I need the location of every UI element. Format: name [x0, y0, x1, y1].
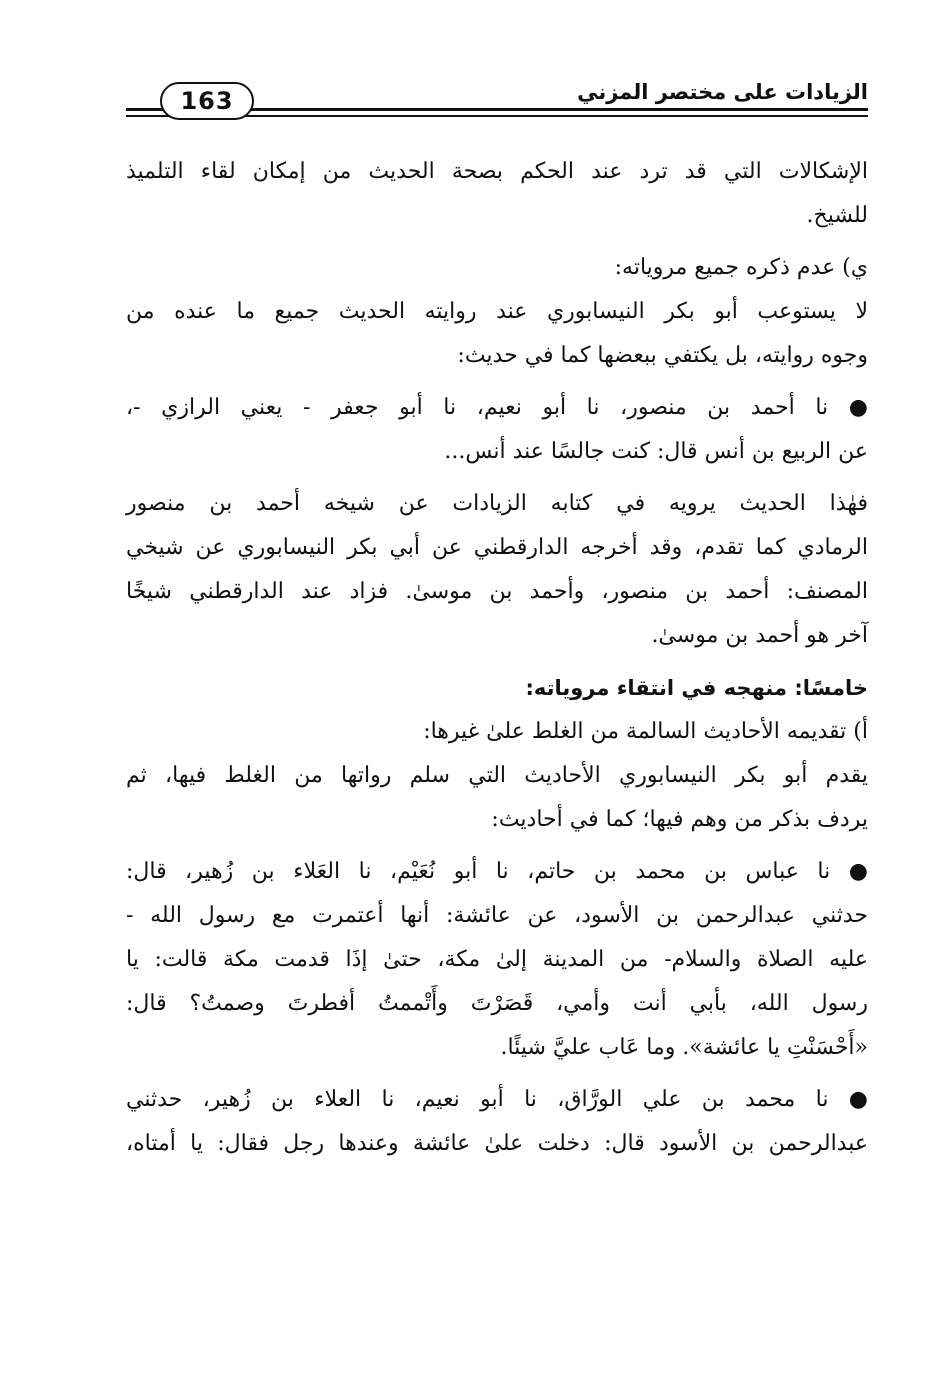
text-line: عن الربيع بن أنس قال: كنت جالسًا عند أنس... [444, 439, 868, 464]
paragraph-gap [126, 842, 868, 850]
text-line: ● نا عباس بن محمد بن حاتم، نا أبو نُعَيْم، نا العَلاء بن زُهير، قال: [126, 859, 868, 884]
text-line: حدثني عبدالرحمن بن الأسود، عن عائشة: أنها أعتمرت مع رسول الله - [126, 903, 868, 928]
paragraph-gap [126, 378, 868, 386]
text-line: يقدم أبو بكر النيسابوري الأحاديث التي سلم رواتها من الغلط فيها، ثم [126, 763, 868, 788]
page-number: 163 [180, 87, 234, 115]
text-line: للشيخ. [806, 203, 868, 228]
text-line: الرمادي كما تقدم، وقد أخرجه الدارقطني عن أبي بكر النيسابوري عن شيخي [126, 535, 868, 560]
body-text [126, 150, 868, 1166]
paragraph-gap [126, 238, 868, 246]
text-line: ● نا محمد بن علي الورَّاق، نا أبو نعيم، نا العلاء بن زُهير، حدثني [126, 1087, 868, 1112]
text-line: عبدالرحمن بن الأسود قال: دخلت علىٰ عائشة وعندها رجل فقال: يا أمتاه، [126, 1131, 868, 1156]
text-line: فهٰذا الحديث يرويه في كتابه الزيادات عن شيخه أحمد بن منصور [126, 491, 868, 516]
text-line: المصنف: أحمد بن منصور، وأحمد بن موسىٰ. فزاد عند الدارقطني شيخًا [126, 579, 868, 604]
section-heading: خامسًا: منهجه في انتقاء مروياته: [525, 676, 868, 700]
text-line: أ) تقديمه الأحاديث السالمة من الغلط علىٰ غيرها: [423, 719, 868, 744]
page-number-box [160, 82, 254, 120]
text-line: ● نا أحمد بن منصور، نا أبو نعيم، نا أبو جعفر - يعني الرازي -، [126, 395, 868, 420]
text-line: رسول الله، بأبي أنت وأمي، قَصَرْتَ وأَتْممتُ أفطرتَ وصمتُ؟ قال: [126, 991, 868, 1016]
running-title: الزيادات على مختصر المزني [569, 80, 868, 104]
paragraph-gap [126, 474, 868, 482]
text-line: لا يستوعب أبو بكر النيسابوري عند روايته الحديث جميع ما عنده من [126, 299, 868, 324]
text-line: وجوه روايته، بل يكتفي ببعضها كما في حديث: [457, 343, 868, 368]
paragraph-gap [126, 658, 868, 666]
text-line: يردف بذكر من وهم فيها؛ كما في أحاديث: [491, 807, 868, 832]
text-line: عليه الصلاة والسلام- من المدينة إلىٰ مكة، حتىٰ إذَا قدمت مكة قالت: يا [126, 947, 868, 972]
paragraph-gap [126, 1070, 868, 1078]
running-header [126, 74, 868, 124]
text-line: الإشكالات التي قد ترد عند الحكم بصحة الحديث من إمكان لقاء التلميذ [126, 159, 868, 184]
text-line: ي) عدم ذكره جميع مروياته: [614, 255, 868, 280]
text-line: آخر هو أحمد بن موسىٰ. [651, 623, 868, 648]
text-line: «أَحْسَنْتِ يا عائشة». وما عَاب عليَّ شيئًا. [500, 1035, 868, 1060]
